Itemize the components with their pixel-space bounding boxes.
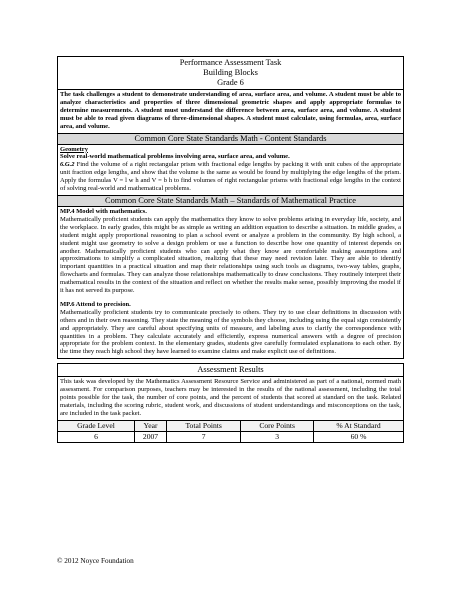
task-grade: Grade 6 (217, 78, 244, 87)
standard-code: 6.G.2 (60, 161, 75, 169)
mp6-title: MP.6 Attend to precision. (60, 300, 131, 308)
standard-text: Find the volume of a right rectangular prism with fractional edge lengths by packing it with unit cubes of the appropriate unit fraction edge lengths, and show that the volume is the same as would be found by multiplying the edge lengths of the prism. Apply the formulas V = l w h and V = b h to find volumes of right rectangular prisms with fractional edge lengths in the context of solving real-world and mathematical problems. (60, 161, 401, 193)
practice-standards-title: Common Core State Standards Math – Standards of Mathematical Practice (58, 196, 403, 207)
assessment-title: Assessment Results (58, 364, 403, 377)
assessment-results-box (57, 363, 404, 420)
header-year: Year (134, 420, 166, 431)
header-total-points: Total Points (167, 420, 241, 431)
value-at-standard: 60 % (314, 431, 404, 442)
stats-header-row (58, 420, 404, 431)
header-core-points: Core Points (241, 420, 314, 431)
header-at-standard: % At Standard (314, 420, 404, 431)
mp4-title: MP.4 Model with mathematics. (60, 207, 147, 215)
task-type: Performance Assessment Task (179, 58, 282, 67)
copyright-footer: © 2012 Noyce Foundation (57, 557, 134, 565)
value-total-points: 7 (167, 431, 241, 442)
task-intro: The task challenges a student to demonstrate understanding of area, surface area, and volume. A student must be able to analyze characteristics and properties of three dimensional geometric shapes and apply appropriate formulas to determine measurements. A student must understand the difference between area, surface area, and volume. A student must be able to read given diagrams of three-dimensional shapes. A student must calculate, using formulas, area, surface area, and volume. (58, 90, 403, 134)
value-year: 2007 (134, 431, 166, 442)
content-cluster: Solve real-world mathematical problems involving area, surface area, and volume. (60, 153, 290, 161)
content-standards-body (58, 145, 403, 196)
practice-standards-body (58, 207, 403, 358)
mp4-text: Mathematically proficient students can apply the mathematics they know to solve problems arising in everyday life, society, and the workplace. In early grades, this might be as simple as writing an addition equation to describe a situation. In middle grades, a student might apply proportional reasoning to plan a school event or analyze a problem in the community. By high school, a student might use geometry to solve a design problem or use a function to describe how one quantity of interest depends on another. Mathematically proficient students who can apply what they know are comfortable making assumptions and approximations to simplify a complicated situation, realizing that these may need revision later. They are able to identify important quantities in a practical situation and map their relationships using such tools as diagrams, two-way tables, graphs, flowcharts and formulas. They can analyze those relationships mathematically to draw conclusions. They routinely interpret their mathematical results in the context of the situation and reflect on whether the results make sense, possibly improving the model if it has not served its purpose. (60, 215, 401, 295)
task-header (58, 57, 403, 90)
value-core-points: 3 (241, 431, 314, 442)
task-title: Building Blocks (203, 68, 258, 77)
task-overview-box (57, 56, 404, 359)
content-standard (60, 161, 401, 193)
mp6-text: Mathematically proficient students try to communicate precisely to others. They try to use clear definitions in discussion with others and in their own reasoning. They state the meaning of the symbols they choose, including using the equal sign consistently and appropriately. They are careful about specifying units of measure, and labeling axes to clarify the correspondence with quantities in a problem. They calculate accurately and efficiently, express numerical answers with a degree of precision appropriate for the problem context. In the elementary grades, students give carefully formulated explanations to each other. By the time they reach high school they have learned to examine claims and make explicit use of definitions. (60, 308, 401, 356)
assessment-text: This task was developed by the Mathematics Assessment Resource Service and administered as part of a national, normed math assessment. For comparison purposes, teachers may be interested in the results of the national assessment, including the total points possible for the task, the number of core points, and the percent of students that scored at standard on the task. Related materials, including the scoring rubric, student work, and discussions of student understandings and misconceptions on the task, are included in the task packet. (60, 378, 401, 417)
value-grade-level: 6 (58, 431, 135, 442)
assessment-stats-table (57, 420, 404, 443)
stats-value-row (58, 431, 404, 442)
content-standards-title: Common Core State Standards Math - Content Standards (58, 134, 403, 145)
header-grade-level: Grade Level (58, 420, 135, 431)
task-document (57, 56, 404, 443)
content-domain: Geometry (60, 145, 88, 153)
